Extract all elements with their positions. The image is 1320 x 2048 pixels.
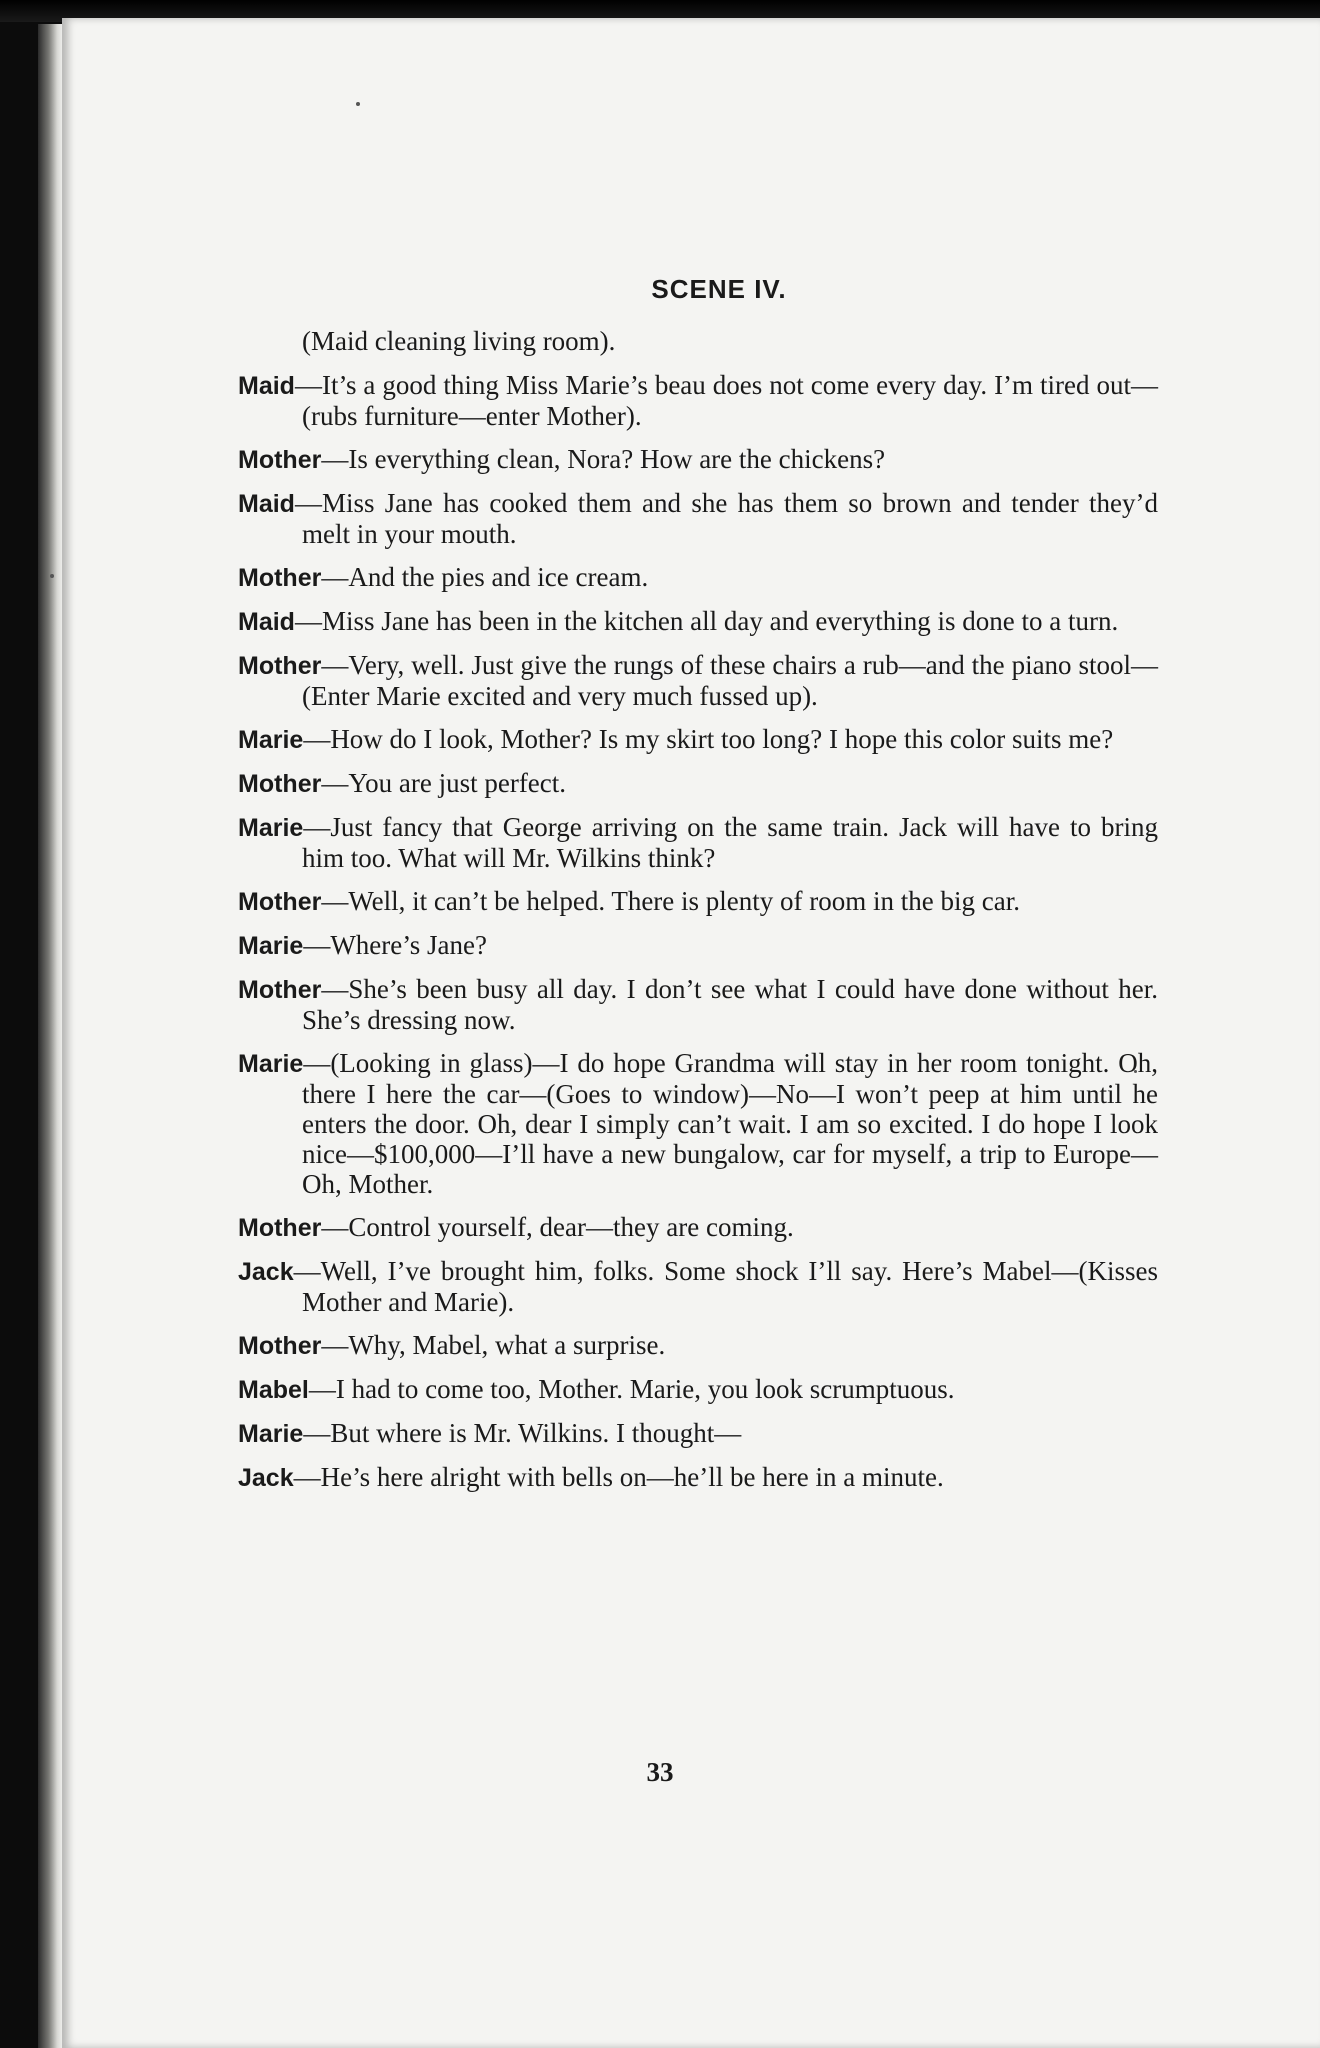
dialogue-list xyxy=(238,370,1158,1493)
dialogue-text: —Control yourself, dear—they are coming. xyxy=(321,1212,794,1242)
speaker-name: Jack xyxy=(238,1258,294,1286)
speaker-name: Marie xyxy=(238,726,304,754)
dialogue-line xyxy=(238,1212,1158,1243)
dialogue-line xyxy=(238,1418,1158,1449)
dialogue-line xyxy=(238,724,1158,755)
speaker-name: Marie xyxy=(238,1420,304,1448)
dialogue-line xyxy=(238,1330,1158,1361)
dialogue-text: —He’s here alright with bells on—he’ll be here in a minute. xyxy=(293,1462,944,1492)
dialogue-line xyxy=(238,562,1158,593)
dialogue-line xyxy=(238,1256,1158,1317)
speaker-name: Jack xyxy=(238,1464,294,1492)
stage-direction: (Maid cleaning living room). xyxy=(302,326,616,356)
speaker-name: Mother xyxy=(238,446,322,474)
dialogue-line xyxy=(238,444,1158,475)
speaker-name: Mother xyxy=(238,564,322,592)
dialogue-line xyxy=(238,1374,1158,1405)
dialogue-text: —Is everything clean, Nora? How are the chickens? xyxy=(321,444,886,474)
dialogue-text: —Well, I’ve brought him, folks. Some shock I’ll say. Here’s Mabel—(Kisses Mother and Marie). xyxy=(293,1256,1158,1317)
dialogue-line xyxy=(238,650,1158,711)
dialogue-text: —You are just perfect. xyxy=(321,768,567,798)
page-number: 33 xyxy=(646,1757,674,1787)
dialogue-text: —She’s been busy all day. I don’t see what I could have done without her. She’s dressing now. xyxy=(302,974,1158,1035)
dialogue-line xyxy=(238,974,1158,1035)
speaker-name: Marie xyxy=(238,1050,304,1078)
dialogue-text: —Well, it can’t be helped. There is plenty of room in the big car. xyxy=(321,886,1020,916)
dialogue-line xyxy=(238,488,1158,549)
paper-speck xyxy=(356,102,360,106)
dialogue-text: —Where’s Jane? xyxy=(303,930,487,960)
dialogue-line xyxy=(238,812,1158,873)
speaker-name: Marie xyxy=(238,932,304,960)
speaker-name: Mother xyxy=(238,1214,322,1242)
dialogue-text: —Just fancy that George arriving on the same train. Jack will have to bring him too. What will Mr. Wilkins think? xyxy=(302,812,1158,873)
dialogue-line xyxy=(238,768,1158,799)
dialogue-text: —But where is Mr. Wilkins. I thought— xyxy=(303,1418,742,1448)
dialogue-text: —I had to come too, Mother. Marie, you look scrumptuous. xyxy=(308,1374,955,1404)
dialogue-text: —And the pies and ice cream. xyxy=(321,562,649,592)
speaker-name: Marie xyxy=(238,814,304,842)
dialogue-text: —Miss Jane has cooked them and she has them so brown and tender they’d melt in your mouth. xyxy=(294,488,1158,549)
dialogue-text: —Why, Mabel, what a surprise. xyxy=(321,1330,666,1360)
dialogue-line xyxy=(238,886,1158,917)
speaker-name: Mother xyxy=(238,976,322,1004)
dialogue-line xyxy=(238,1462,1158,1493)
dialogue-line xyxy=(238,370,1158,431)
dialogue-text: —It’s a good thing Miss Marie’s beau does not come every day. I’m tired out—(rubs furniture—enter Mother). xyxy=(294,370,1158,431)
paper-speck xyxy=(50,574,54,578)
speaker-name: Maid xyxy=(238,372,295,400)
dialogue-text: —Very, well. Just give the rungs of these chairs a rub—and the piano stool—(Enter Marie excited and very much fussed up). xyxy=(302,650,1158,711)
book-binding-edge xyxy=(38,24,62,2048)
dialogue-text: —(Looking in glass)—I do hope Grandma will stay in her room tonight. Oh, there I here the car—(Goes to window)—No—I won’t peep at him until he enters the door. Oh, dear I simply can’t wait. I am so excited. I do hope I look nice—$100,000—I’ll have a new bungalow, car for myself, a trip to Europe—Oh, Mother. xyxy=(302,1048,1158,1199)
scene-title: SCENE IV. xyxy=(651,274,787,304)
speaker-name: Mother xyxy=(238,888,322,916)
speaker-name: Maid xyxy=(238,490,295,518)
dialogue-line xyxy=(238,930,1158,961)
dialogue-text: —How do I look, Mother? Is my skirt too long? I hope this color suits me? xyxy=(303,724,1114,754)
dialogue-line xyxy=(238,1048,1158,1199)
speaker-name: Mother xyxy=(238,1332,322,1360)
dialogue-line xyxy=(238,606,1158,637)
dialogue-text: —Miss Jane has been in the kitchen all day and everything is done to a turn. xyxy=(294,606,1119,636)
speaker-name: Mother xyxy=(238,652,322,680)
speaker-name: Maid xyxy=(238,608,295,636)
script-text xyxy=(238,274,1158,1506)
speaker-name: Mother xyxy=(238,770,322,798)
speaker-name: Mabel xyxy=(238,1376,309,1404)
